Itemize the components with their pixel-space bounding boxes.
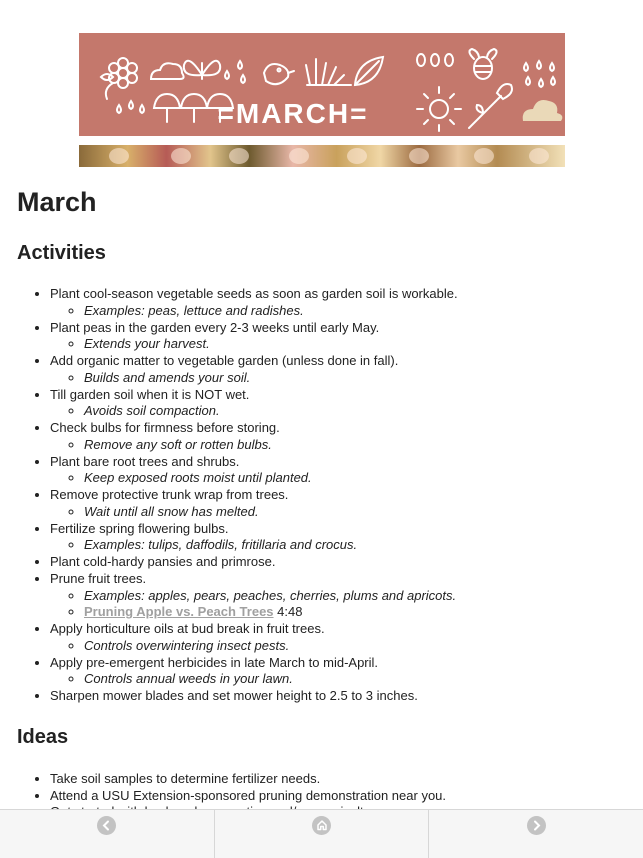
activity-item — [50, 487, 627, 521]
activity-text: Prune fruit trees. — [50, 570, 147, 586]
activity-item — [50, 655, 627, 689]
bottom-nav-bar — [0, 809, 643, 858]
activity-text: Plant cold-hardy pansies and primrose. — [50, 554, 276, 569]
activity-text: Sharpen mower blades and set mower height to 2.5 to 3 inches. — [50, 688, 418, 703]
cloud-icon — [523, 100, 563, 121]
seeds-icon — [417, 54, 453, 66]
activity-text: Fertilize spring flowering bulbs. — [50, 520, 229, 536]
butterfly-icon — [184, 61, 220, 79]
forward-icon — [527, 816, 546, 835]
activity-sublist — [50, 588, 627, 622]
raindrop-icon — [225, 61, 245, 83]
activity-subitem: ◦ Extends your harvest. — [84, 336, 627, 353]
activity-sublist — [50, 537, 627, 554]
activity-sublist — [50, 470, 627, 487]
activity-subitem: ◦ Controls annual weeds in your lawn. — [84, 671, 627, 688]
activity-sublist — [50, 403, 627, 420]
forward-button[interactable] — [429, 810, 643, 858]
idea-item: • Attend a USU Extension-sponsored pruning demonstration near you. — [50, 788, 627, 805]
activity-text: Plant cool-season vegetable seeds as soon as garden soil is workable. — [50, 286, 458, 301]
activity-item — [50, 521, 627, 555]
activity-subitem: ◦ Builds and amends your soil. — [84, 370, 627, 387]
back-icon — [97, 816, 116, 835]
activity-subitem: ◦ Controls overwintering insect pests. — [84, 638, 627, 655]
activity-subitem: ◦ Wait until all snow has melted. — [84, 504, 627, 521]
activity-item — [50, 286, 627, 320]
sun-icon — [417, 87, 461, 131]
bird-icon — [264, 64, 294, 84]
activity-subitem: ◦ Examples: apples, pears, peaches, cherries, plums and apricots. — [84, 588, 627, 605]
activity-item — [50, 454, 627, 488]
activity-text: Add organic matter to vegetable garden (unless done in fall). — [50, 353, 399, 368]
activity-item — [50, 571, 627, 621]
activity-text: Plant bare root trees and shrubs. — [50, 453, 240, 469]
video-link[interactable]: Pruning Apple vs. Peach Trees — [84, 604, 274, 620]
idea-item: • Take soil samples to determine fertilizer needs. — [50, 771, 627, 788]
activity-item — [50, 554, 627, 571]
flower-icon — [101, 58, 137, 99]
activity-item — [50, 688, 627, 705]
home-button[interactable] — [215, 810, 430, 858]
banner-title: =MARCH= — [217, 98, 369, 129]
activity-item — [50, 621, 627, 655]
activity-sublist — [50, 437, 627, 454]
activity-item — [50, 320, 627, 354]
activity-subitem: ◦ Keep exposed roots moist until planted. — [84, 470, 627, 487]
activity-subitem: ◦ Avoids soil compaction. — [84, 403, 627, 420]
activity-sublist — [50, 303, 627, 320]
activity-sublist — [50, 504, 627, 521]
activity-subitem: ◦ Remove any soft or rotten bulbs. — [84, 437, 627, 454]
home-icon — [312, 816, 331, 835]
video-item — [84, 604, 627, 621]
activity-text: Remove protective trunk wrap from trees. — [50, 487, 289, 502]
activity-text: Check bulbs for firmness before storing. — [50, 420, 280, 435]
bee-icon — [469, 49, 496, 79]
flower-stem-icon — [469, 84, 512, 128]
grass-icon — [306, 59, 351, 85]
activity-subitem: ◦ Examples: tulips, daffodils, fritillaria and crocus. — [84, 537, 627, 554]
activity-text: Apply horticulture oils at bud break in fruit trees. — [50, 621, 325, 636]
leaf-icon — [355, 57, 383, 85]
activity-subitem: ◦ Examples: peas, lettuce and radishes. — [84, 303, 627, 320]
activity-item — [50, 387, 627, 421]
ideas-heading: Ideas — [17, 725, 69, 748]
page-title: March — [17, 187, 97, 217]
activities-list — [17, 286, 627, 705]
video-duration: 4:48 — [277, 604, 303, 620]
activities-heading: Activities — [17, 242, 106, 264]
activity-text: Till garden soil when it is NOT wet. — [50, 386, 250, 402]
activity-item — [50, 353, 627, 387]
march-banner — [79, 33, 565, 136]
activity-sublist — [50, 370, 627, 387]
activity-sublist — [50, 638, 627, 655]
activity-item — [50, 420, 627, 454]
activity-text: Apply pre-emergent herbicides in late March to mid-April. — [50, 654, 379, 670]
activity-sublist — [50, 336, 627, 353]
back-button[interactable] — [0, 810, 215, 858]
flower-photo-strip — [79, 145, 565, 167]
cloud-icon — [151, 63, 184, 79]
activity-text: Plant peas in the garden every 2-3 weeks until early May. — [50, 319, 380, 335]
activity-sublist — [50, 671, 627, 688]
article-content — [17, 184, 627, 821]
